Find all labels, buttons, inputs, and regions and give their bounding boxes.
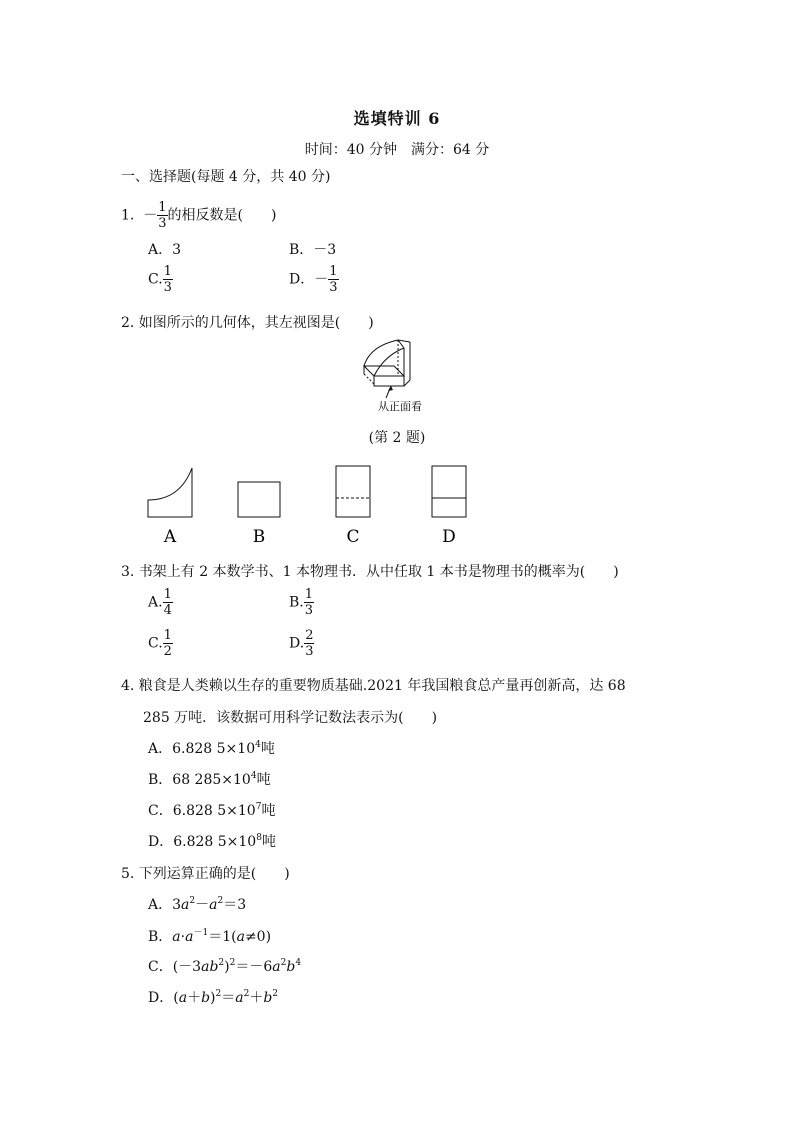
option-label: B． <box>148 929 173 945</box>
unit: 吨 <box>261 803 276 819</box>
option-a-shape <box>148 468 192 517</box>
denominator: 3 <box>305 644 314 659</box>
option-text: 68 285×10 <box>172 772 251 788</box>
numerator: 1 <box>158 200 167 215</box>
fraction <box>304 629 314 658</box>
option-b <box>289 239 336 259</box>
fraction <box>304 588 314 617</box>
option-text: 3 <box>172 242 182 258</box>
option-c-letter: C <box>346 527 360 547</box>
option-c <box>148 800 275 820</box>
denominator: 3 <box>304 603 314 618</box>
denominator: 4 <box>163 603 172 618</box>
option-label: A． <box>148 242 173 258</box>
option-label: D. <box>289 635 305 652</box>
denominator: 3 <box>158 216 167 231</box>
exponent: 4 <box>250 771 257 781</box>
numerator: 1 <box>163 264 172 279</box>
minus-sign: － <box>314 271 329 288</box>
option-label: B. <box>289 594 304 611</box>
figure-caption: (第 2 题) <box>368 430 426 446</box>
option-label: D． <box>289 271 315 288</box>
option-label: A． <box>148 741 173 757</box>
option-d-letter: D <box>442 527 456 547</box>
unit: 吨 <box>256 772 271 788</box>
numerator: 1 <box>329 264 338 279</box>
option-d-shape <box>432 466 466 517</box>
option-b <box>148 769 271 789</box>
option-b <box>289 588 314 617</box>
option-b-letter: B <box>252 527 266 547</box>
option-label: C. <box>148 635 163 652</box>
option-a <box>148 588 173 617</box>
option-label: D． <box>148 834 174 850</box>
denominator: 3 <box>163 280 172 295</box>
numerator: 1 <box>163 628 172 643</box>
option-text: 6.828 5×10 <box>173 834 257 850</box>
question-number: 1. <box>121 207 135 224</box>
option-c-shape <box>336 466 370 517</box>
option-d <box>289 629 314 658</box>
option-c <box>148 629 173 658</box>
option-label: A． <box>148 897 173 913</box>
denominator: 2 <box>163 644 172 659</box>
unit: 吨 <box>261 834 276 850</box>
option-a <box>148 738 275 758</box>
option-c <box>148 265 173 294</box>
option-text: －3 <box>313 242 337 258</box>
question-5: 5. 下列运算正确的是( ) <box>121 866 290 882</box>
fraction <box>328 265 338 294</box>
question-4-line-2: 285 万吨．该数据可用科学记数法表示为( ) <box>143 710 438 726</box>
option-label: C． <box>148 959 173 975</box>
question-4-line-1: 4. 粮食是人类赖以生存的重要物质基础.2021 年我国粮食总产量再创新高，达 68 <box>121 678 626 694</box>
question-3: 3. 书架上有 2 本数学书、1 本物理书．从中任取 1 本书是物理书的概率为( ) <box>121 564 619 580</box>
numerator: 2 <box>305 628 314 643</box>
option-b <box>148 925 271 946</box>
option-text: 6.828 5×10 <box>172 741 256 757</box>
unit: 吨 <box>260 741 275 757</box>
option-text: 6.828 5×10 <box>172 803 256 819</box>
fraction <box>163 588 173 617</box>
option-label: C． <box>148 803 173 819</box>
question-1 <box>121 201 276 230</box>
view-direction-label: 从正面看 <box>378 400 422 413</box>
minus-sign: － <box>143 207 158 224</box>
option-a <box>148 239 181 259</box>
option-d <box>148 987 278 1007</box>
denominator: 3 <box>329 280 338 295</box>
fraction <box>163 265 173 294</box>
solid-figure <box>360 334 440 416</box>
option-d <box>289 265 339 294</box>
option-label: B． <box>148 772 173 788</box>
math-expression: $(-3ab^2)^2=-6a^2b^4$ <box>172 958 302 975</box>
option-a-letter: A <box>163 527 177 547</box>
view-options-figure <box>140 460 480 548</box>
option-a <box>148 894 246 914</box>
exponent: 7 <box>255 802 262 812</box>
question-2: 2. 如图所示的几何体，其左视图是( ) <box>121 315 374 331</box>
math-expression: $a\cdot a^{-1}=1(a\ne 0)$ <box>172 928 272 945</box>
exponent: 4 <box>255 740 261 750</box>
option-label: B． <box>289 242 314 258</box>
option-c <box>148 956 301 976</box>
page-title: 选填特训 6 <box>353 109 441 128</box>
fraction <box>163 629 173 658</box>
option-label: C. <box>148 271 163 288</box>
option-b-shape <box>238 482 280 517</box>
option-label: D． <box>148 990 174 1006</box>
numerator: 1 <box>304 587 314 602</box>
math-expression: $(a+b)^2=a^2+b^2$ <box>173 989 279 1006</box>
option-d <box>148 831 276 851</box>
option-label: A. <box>148 594 163 611</box>
exam-info: 时间：40 分钟 满分：64 分 <box>304 142 490 158</box>
fraction <box>157 201 167 230</box>
numerator: 1 <box>163 587 172 602</box>
math-expression: $3a^2-a^2=3$ <box>172 896 247 913</box>
question-text: 的相反数是( ) <box>167 207 277 224</box>
exponent: 8 <box>256 833 262 843</box>
section-heading: 一、选择题(每题 4 分，共 40 分) <box>121 169 331 185</box>
